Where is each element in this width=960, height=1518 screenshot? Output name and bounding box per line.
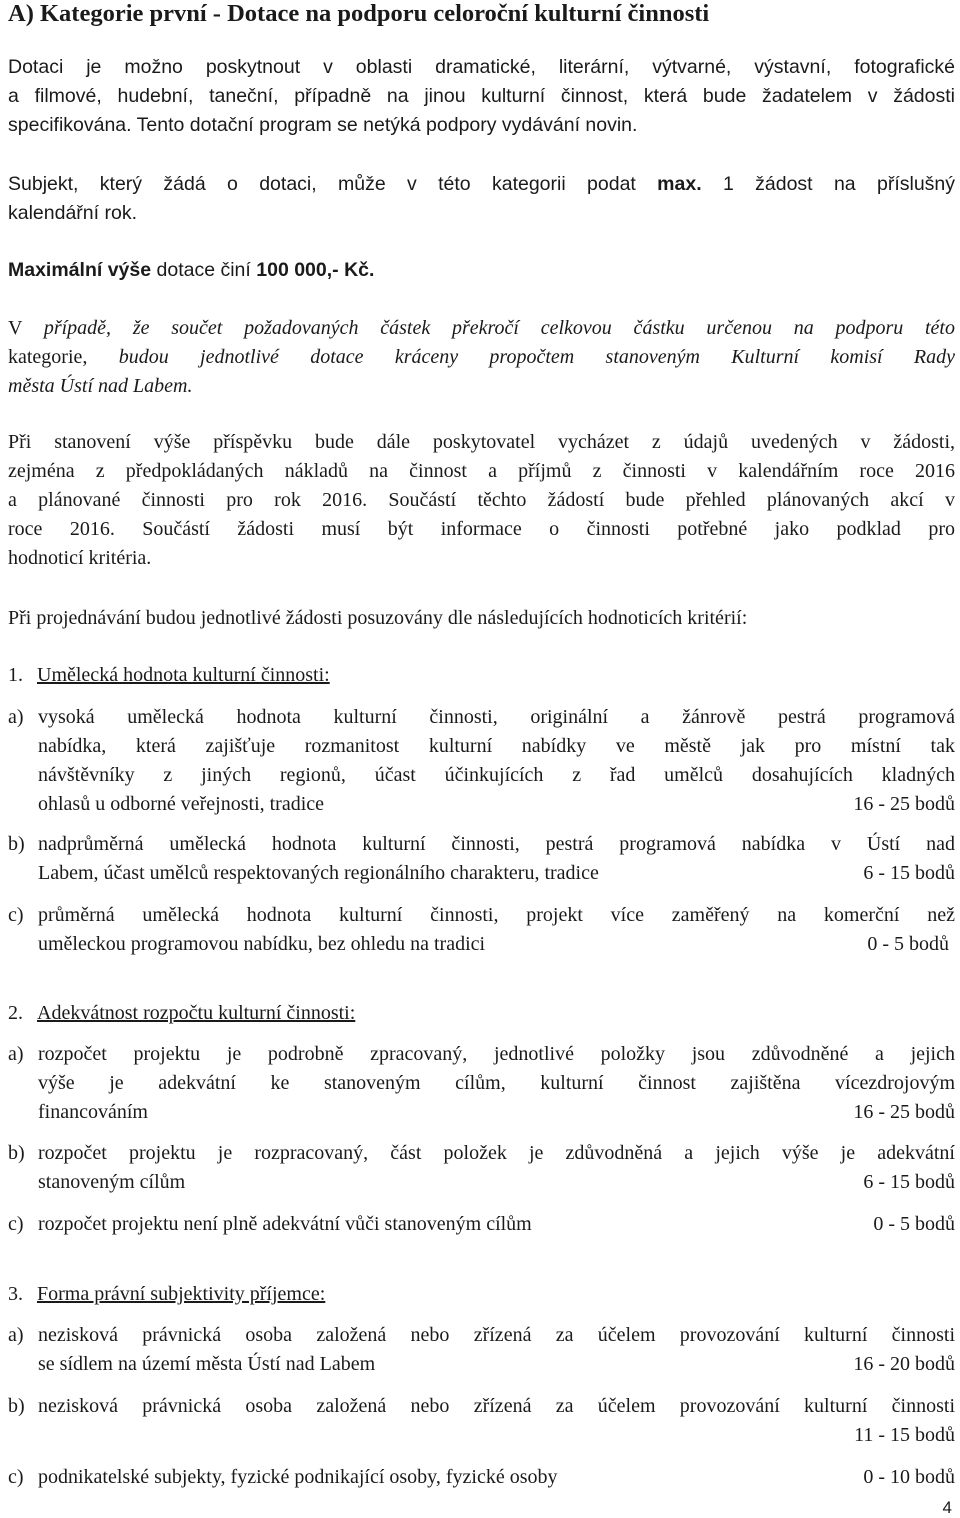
intro-line: specifikována. Tento dotační program se netýká podpory vydávání novin. bbox=[8, 114, 638, 136]
subject-line bbox=[8, 170, 955, 199]
max-label-bold: Maximální výše bbox=[8, 259, 152, 281]
criterion-option bbox=[8, 703, 955, 819]
max-amount-line bbox=[8, 256, 955, 285]
reduction-text: V bbox=[8, 317, 44, 339]
option-line: se sídlem na území města Ústí nad Labem bbox=[38, 1353, 376, 1375]
option-line: stanoveným cílům bbox=[38, 1171, 186, 1193]
criterion-option bbox=[8, 1139, 955, 1197]
option-points: 0 - 5 bodů bbox=[873, 1213, 955, 1235]
option-label: b) bbox=[8, 1142, 25, 1164]
option-label: a) bbox=[8, 1324, 24, 1346]
option-line: návštěvníky z jiných regionů, účast účinkujících z řad umělců dosahujících kladných bbox=[38, 764, 955, 786]
criterion-title: Umělecká hodnota kulturní činnosti: bbox=[37, 664, 330, 686]
option-line: rozpočet projektu není plně adekvátní vůči stanoveným cílům bbox=[38, 1213, 532, 1235]
option-label: c) bbox=[8, 904, 24, 926]
option-label: a) bbox=[8, 1043, 24, 1065]
option-line: rozpočet projektu je rozpracovaný, část položek je zdůvodněná a jejich výše je adekvátní bbox=[38, 1142, 955, 1164]
option-points: 16 - 25 bodů bbox=[853, 1101, 955, 1123]
option-points: 6 - 15 bodů bbox=[863, 862, 955, 884]
option-line: nadprůměrná umělecká hodnota kulturní činnosti, pestrá programová nabídka v Ústí nad bbox=[38, 833, 955, 855]
intro-line: Dotaci je možno poskytnout v oblasti dramatické, literární, výtvarné, výstavní, fotografické bbox=[8, 56, 955, 78]
subject-text: 1 žádost na příslušný bbox=[701, 173, 956, 195]
option-label: c) bbox=[8, 1213, 24, 1235]
option-points: 16 - 20 bodů bbox=[853, 1353, 955, 1375]
option-line: ohlasů u odborné veřejnosti, tradice bbox=[38, 793, 325, 815]
option-line: vysoká umělecká hodnota kulturní činnosti, originální a žánrově pestrá programová bbox=[38, 706, 955, 728]
option-points: 6 - 15 bodů bbox=[863, 1171, 955, 1193]
criterion-option bbox=[8, 1210, 955, 1239]
criterion-number: 1. bbox=[8, 664, 23, 686]
setting-line: roce 2016. Součástí žádosti musí být informace o činnosti potřebné jako podklad pro bbox=[8, 518, 955, 540]
page-number: 4 bbox=[942, 1498, 952, 1517]
option-line: rozpočet projektu je podrobně zpracovaný, jednotlivé položky jsou zdůvodněné a jejich bbox=[38, 1043, 955, 1065]
reduction-italic: budou jednotlivé dotace kráceny propočtem stanoveným Kulturní komisí Rady bbox=[118, 346, 955, 368]
option-line: uměleckou programovou nabídku, bez ohledu na tradici bbox=[38, 933, 486, 955]
criterion-option bbox=[8, 830, 955, 888]
reduction-text: kategorie, bbox=[8, 346, 119, 368]
option-points: 0 - 10 bodů bbox=[863, 1466, 955, 1488]
subject-line: kalendářní rok. bbox=[8, 202, 137, 224]
criterion-number: 3. bbox=[8, 1283, 23, 1305]
max-text: dotace činí bbox=[151, 259, 257, 281]
criterion-heading bbox=[8, 1280, 325, 1309]
max-amount-paragraph bbox=[8, 256, 955, 285]
criterion-number: 2. bbox=[8, 1002, 23, 1024]
option-label: c) bbox=[8, 1466, 24, 1488]
option-line: podnikatelské subjekty, fyzické podnikající osoby, fyzické osoby bbox=[38, 1466, 558, 1488]
intro-paragraph bbox=[8, 53, 955, 140]
subject-max-bold: max. bbox=[657, 173, 702, 195]
criteria-intro bbox=[8, 604, 955, 633]
option-label: a) bbox=[8, 706, 24, 728]
criterion-title: Adekvátnost rozpočtu kulturní činnosti: bbox=[37, 1002, 356, 1024]
option-points: 11 - 15 bodů bbox=[854, 1424, 955, 1446]
option-line: nabídka, která zajišťuje rozmanitost kulturní nabídky ve městě jak pro místní tak bbox=[38, 735, 955, 757]
criterion-option bbox=[8, 1321, 955, 1379]
setting-paragraph bbox=[8, 428, 955, 573]
criterion-heading bbox=[8, 999, 355, 1028]
reduction-line bbox=[8, 314, 955, 343]
reduction-italic: případě, že součet požadovaných částek překročí celkovou částku určenou na podporu této bbox=[43, 317, 955, 339]
subject-text: Subjekt, který žádá o dotaci, může v této kategorii podat bbox=[8, 173, 658, 195]
option-label: b) bbox=[8, 1395, 25, 1417]
criterion-option bbox=[8, 1040, 955, 1127]
section-heading: A) Kategorie první - Dotace na podporu celoroční kulturní činnosti bbox=[8, 0, 710, 27]
setting-line: a plánované činnosti pro rok 2016. Součástí těchto žádostí bude přehled plánovaných akcí v bbox=[8, 489, 955, 511]
option-points: 0 - 5 bodů bbox=[867, 933, 949, 955]
option-line: výše je adekvátní ke stanoveným cílům, kulturní činnost zajištěna vícezdrojovým bbox=[38, 1072, 955, 1094]
reduction-line: města Ústí nad Labem. bbox=[8, 375, 193, 397]
criteria-intro-line: Při projednávání budou jednotlivé žádosti posuzovány dle následujících hodnoticích kritérií: bbox=[8, 607, 748, 629]
option-line: financováním bbox=[38, 1101, 148, 1123]
criterion-title: Forma právní subjektivity příjemce: bbox=[37, 1283, 326, 1305]
option-points: 16 - 25 bodů bbox=[853, 793, 955, 815]
setting-line: Při stanovení výše příspěvku bude dále poskytovatel vycházet z údajů uvedených v žádosti, bbox=[8, 431, 955, 453]
option-line: nezisková právnická osoba založená nebo zřízená za účelem provozování kulturní činnosti bbox=[38, 1395, 955, 1417]
option-line: nezisková právnická osoba založená nebo zřízená za účelem provozování kulturní činnosti bbox=[38, 1324, 955, 1346]
criterion-heading bbox=[8, 661, 330, 690]
reduction-paragraph bbox=[8, 314, 955, 401]
intro-line: a filmové, hudební, taneční, případně na jinou kulturní činnost, která bude žadatelem v žádosti bbox=[8, 85, 955, 107]
setting-line: hodnoticí kritéria. bbox=[8, 547, 152, 569]
criterion-option bbox=[8, 1463, 955, 1492]
criterion-option bbox=[8, 901, 955, 959]
reduction-line bbox=[8, 343, 955, 372]
setting-line: zejména z předpokládaných nákladů na činnost a příjmů z činnosti v kalendářním roce 2016 bbox=[8, 460, 955, 482]
subject-paragraph bbox=[8, 170, 955, 228]
criterion-option bbox=[8, 1392, 955, 1450]
option-line: průměrná umělecká hodnota kulturní činnosti, projekt více zaměřený na komerční než bbox=[38, 904, 955, 926]
option-label: b) bbox=[8, 833, 25, 855]
max-value-bold: 100 000,- Kč. bbox=[256, 259, 375, 281]
option-line: Labem, účast umělců respektovaných regionálního charakteru, tradice bbox=[38, 862, 599, 884]
